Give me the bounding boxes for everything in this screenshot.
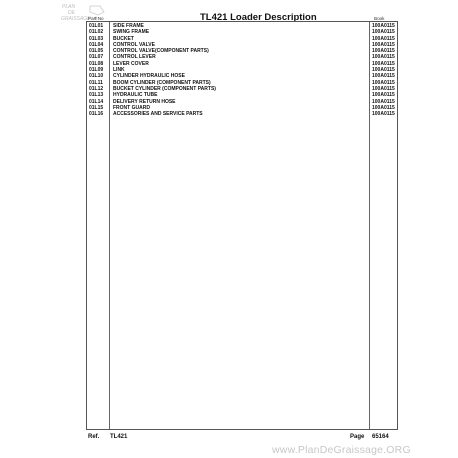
part-description: CONTROL VALVE	[113, 41, 155, 48]
part-description: LINK	[113, 67, 125, 74]
part-code: 01L05	[89, 48, 104, 55]
part-code: 01L09	[89, 67, 104, 74]
book-number: 100A0115	[372, 85, 395, 92]
svg-text:GRAISSAGE: GRAISSAGE	[61, 16, 91, 22]
footer-ref-label: Ref.	[88, 434, 100, 440]
part-code: 01L07	[89, 54, 104, 61]
part-code: 01L01	[89, 23, 104, 29]
part-code: 01L04	[89, 41, 104, 48]
page-title: TL421 Loader Description	[200, 12, 317, 23]
book-number: 100A0115	[372, 23, 395, 29]
book-number: 100A0115	[372, 54, 395, 61]
part-code: 01L16	[89, 111, 104, 118]
book-number: 100A0115	[372, 60, 395, 67]
part-code: 01L12	[89, 85, 104, 92]
book-number: 100A0115	[372, 111, 395, 118]
book-number: 100A0115	[372, 48, 395, 55]
part-description: DELIVERY RETURN HOSE	[113, 98, 176, 105]
table-body	[87, 23, 397, 117]
part-description: CONTROL VALVE(COMPONENT PARTS)	[113, 48, 209, 55]
book-number: 100A0115	[372, 79, 395, 86]
part-code: 01L02	[89, 29, 104, 36]
book-number: 100A0115	[372, 35, 395, 42]
part-description: BOOM CYLINDER (COMPONENT PARTS)	[113, 79, 211, 86]
part-description: CYLINDER HYDRAULIC HOSE	[113, 73, 185, 80]
part-code: 01L10	[89, 73, 104, 80]
part-description: LEVER COVER	[113, 60, 149, 67]
part-code: 01L08	[89, 60, 104, 67]
part-description: HYDRAULIC TUBE	[113, 92, 158, 99]
part-code: 01L13	[89, 92, 104, 99]
part-code: 01L15	[89, 104, 104, 111]
table-row	[87, 111, 397, 117]
book-number: 100A0115	[372, 73, 395, 80]
part-description: FRONT GUARD	[113, 104, 150, 111]
part-description: SIDE FRAME	[113, 23, 144, 29]
book-number: 100A0115	[372, 67, 395, 74]
book-number: 100A0115	[372, 29, 395, 36]
footer-ref-value: TL421	[110, 434, 128, 440]
part-code: 01L11	[89, 79, 103, 86]
footer-page-value: 65164	[372, 434, 389, 440]
part-code: 01L14	[89, 98, 104, 105]
footer-page-label: Page	[350, 434, 365, 440]
svg-text:PLAN: PLAN	[62, 4, 76, 10]
part-description: BUCKET	[113, 35, 134, 42]
part-no-header: Part No	[88, 16, 104, 21]
part-code: 01L03	[89, 35, 104, 42]
book-number: 100A0115	[372, 104, 395, 111]
svg-text:DE: DE	[68, 10, 75, 16]
book-header: Book	[374, 16, 385, 21]
watermark-url[interactable]: www.PlanDeGraissage.ORG	[272, 444, 411, 456]
part-description: ACCESSORIES AND SERVICE PARTS	[113, 111, 203, 118]
book-number: 100A0115	[372, 41, 395, 48]
part-description: BUCKET CYLINDER (COMPONENT PARTS)	[113, 85, 216, 92]
part-description: SWING FRAME	[113, 29, 150, 36]
book-number: 100A0115	[372, 98, 395, 105]
book-number: 100A0115	[372, 92, 395, 99]
part-description: CONTROL LEVER	[113, 54, 156, 61]
parts-table	[86, 21, 398, 430]
